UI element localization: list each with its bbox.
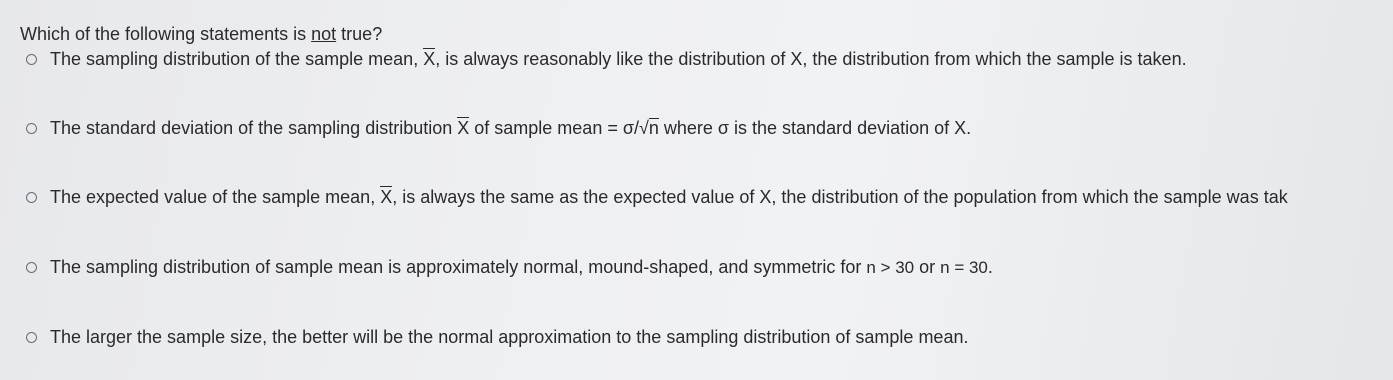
answer-option-2[interactable] xyxy=(26,118,971,139)
question-suffix: true? xyxy=(336,24,383,44)
x-bar-symbol: X xyxy=(423,49,436,69)
radio-button-icon[interactable] xyxy=(26,332,37,343)
square-root-argument: n xyxy=(648,118,659,138)
question-text xyxy=(20,24,382,45)
math-expression: n = 30 xyxy=(940,258,988,277)
option-3-text-part1: The expected value of the sample mean, xyxy=(50,187,381,207)
option-1-text-part2: , is always reasonably like the distribution of X, the distribution from which the sample is taken. xyxy=(435,49,1187,69)
option-5-text: The larger the sample size, the better will be the normal approximation to the sampling distribution of sample mean. xyxy=(50,327,969,347)
option-4-text-part3: . xyxy=(987,257,993,277)
radio-button-icon[interactable] xyxy=(26,123,37,134)
math-expression: n > 30 xyxy=(866,258,915,277)
question-emphasis: not xyxy=(311,24,337,44)
option-1-text xyxy=(50,49,1187,70)
x-bar-symbol: X xyxy=(380,187,393,207)
option-2-text-part3: where σ is the standard deviation of X. xyxy=(658,118,972,138)
answer-option-1[interactable] xyxy=(26,49,1187,70)
option-4-text xyxy=(50,257,993,278)
option-3-text-part2: , is always the same as the expected value of X, the distribution of the population from which the sample was tak xyxy=(392,187,1288,207)
x-bar-symbol: X xyxy=(457,118,470,138)
option-2-text-part2: of sample mean = σ/ xyxy=(469,118,639,138)
radio-button-icon[interactable] xyxy=(26,192,37,203)
option-4-text-part1: The sampling distribution of sample mean is approximately normal, mound-shaped, and symmetric for xyxy=(50,257,867,277)
option-2-text-part1: The standard deviation of the sampling distribution xyxy=(50,118,458,138)
question-prefix: Which of the following statements is xyxy=(20,24,312,44)
option-3-text xyxy=(50,187,1288,208)
option-1-text-part1: The sampling distribution of the sample mean, xyxy=(50,49,424,69)
square-root-icon: √ xyxy=(638,118,649,138)
radio-button-icon[interactable] xyxy=(26,54,37,65)
answer-option-4[interactable] xyxy=(26,257,993,278)
answer-option-3[interactable] xyxy=(26,187,1288,208)
answer-option-5[interactable] xyxy=(26,327,968,348)
option-2-text xyxy=(50,118,971,139)
option-4-text-part2: or xyxy=(914,257,941,277)
radio-button-icon[interactable] xyxy=(26,262,37,273)
